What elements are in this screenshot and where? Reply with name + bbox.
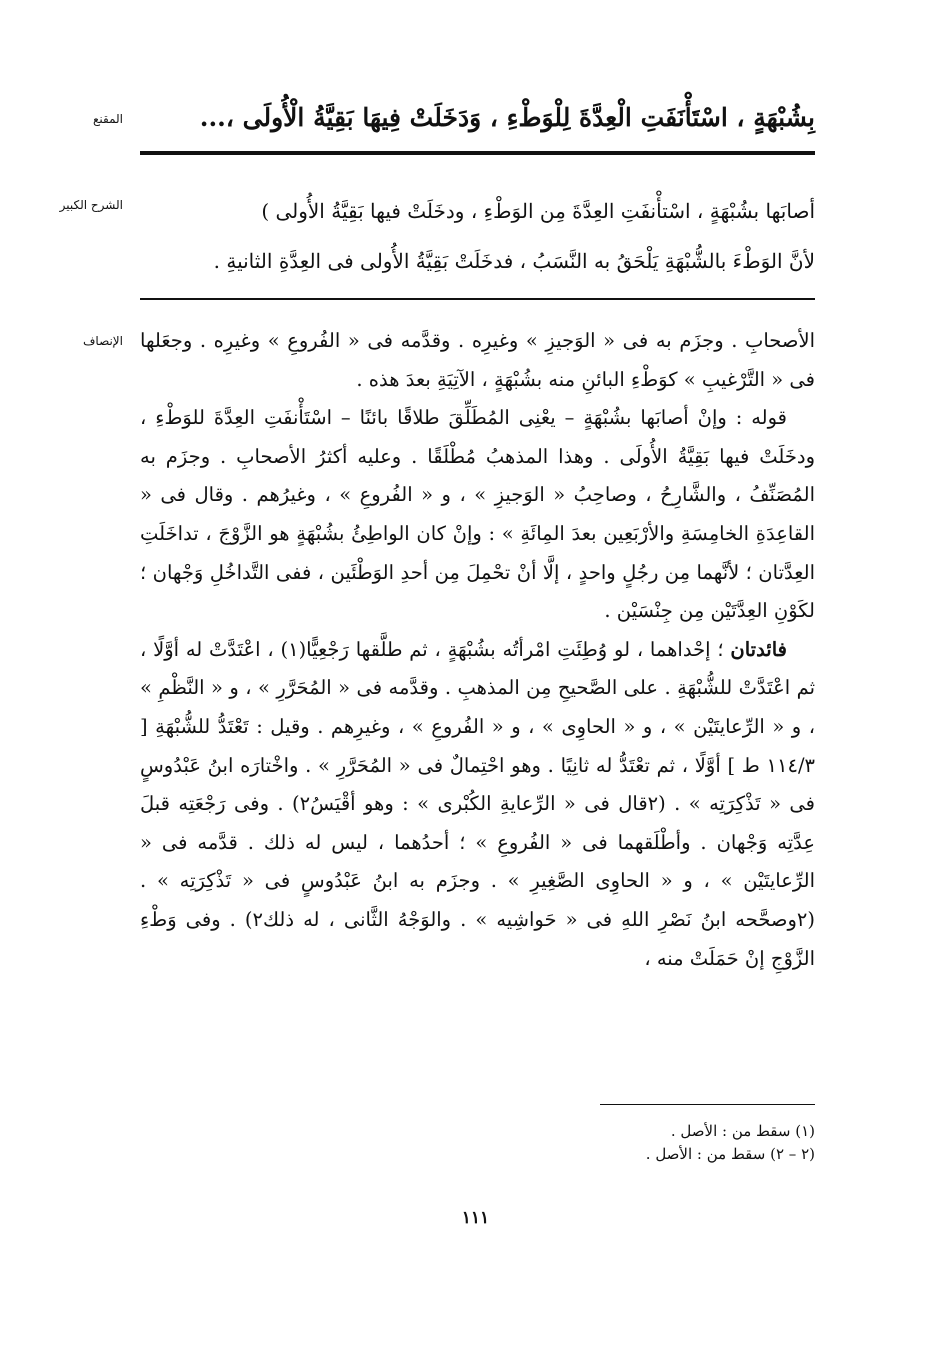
insaf-section-label: الإنصاف [82,334,123,348]
insaf-paragraph [140,322,815,399]
sharh-line: أصابَها بشُبْهَةٍ ، اسْتأْنفَتِ العِدَّةَ مِن الوَطْءِ ، ودخَلَتْ فيها بَقِيَّةُ الأُولى ) [261,199,815,223]
muqni-text: بِشُبْهَةٍ ، اسْتَأْنَفَتِ الْعِدَّةَ لِلْوَطْءِ ، وَدَخَلَتْ فِيهَا بَقِيَّةُ الْأُولَى ،... [199,103,815,132]
footnote: (٢ – ٢) سقط من : الأصل . [645,1145,815,1163]
page-number: ١١١ [461,1208,490,1228]
sharh-line: لأنَّ الوَطْءَ بالشُّبْهَةِ يَلْحَقُ به النَّسَبُ ، فدخَلَتْ بَقِيَّةُ الأُولى فى العِدَّةِ الثانيةِ . [213,249,815,273]
footnote: (١) سقط من : الأصل . [670,1122,815,1140]
insaf-paragraph [140,631,815,978]
insaf-paragraph-text: الأصحابِ . وجزَم به فى « الوَجيزِ » وغيرِه . وقدَّمه فى « الفُروعِ » وغيرِه . وجعَلها فى « التَّرْغيبِ » كوَطْءِ البائنِ منه بشُبْهَةٍ ، الآتِيَةِ بعدَ هذه . [140,329,815,391]
insaf-paragraph-text: ؛ إحْداهما ، لو وُطِئَتِ امْرأتُه بشُبْهَةٍ ، ثم طلَّقها رَجْعِيًّا(١) ، اعْتَدَّتْ له أوَّلًا ، ثم اعْتَدَّتْ للشُّبْهَةِ . على الصَّحيحِ مِن المذهبِ . وقدَّمه فى « المُحَرَّرِ » ، و « النَّظْمِ » ، و « الرِّعايتَيْن » ، و « الحاوِى » ، و « الفُروعِ » ، وغيرِهم . وقيل : تَعْتَدُّ للشُّبْهَةِ [ ١١٤/٣ ط ] أوَّلًا ، ثم تعْتَدُّ له ثانِيًا . وهو احْتِمالٌ فى « المُحَرَّرِ » . واخْتارَه ابنُ عَبْدُوسٍ فى « تَذْكِرَتِه » . (٢قال فى « الرِّعايةِ الكُبْرى » : وهو أقْيَسُ٢) . وفى رَجْعَتِه قبلَ عِدَّتِه وَجْهان . وأطْلَقهما فى « الفُروعِ » ؛ أحدُهما ، ليس له ذلك . قدَّمه فى « الرِّعايتَيْن » ، و « الحاوِى الصَّغِيرِ » . وجزَم به ابنُ عَبْدُوسٍ فى « تَذْكِرَتِه » . (٢وصحَّحه ابنُ نَصْرِ اللهِ فى « حَواشِيه » . والوَجْهُ الثَّانى ، له ذلك٢) . وفى وَطْءِ الزَّوْجِ إنْ حَمَلَتْ منه ، [140,637,815,970]
insaf-paragraph [140,399,815,631]
insaf-text [140,322,815,978]
section-divider-thick [140,151,815,155]
section-divider-thin [140,298,815,300]
sharh-section-label: الشرح الكبير [59,198,123,212]
sharh-text [140,186,815,286]
footnote-divider [600,1104,815,1105]
insaf-paragraph-text: قوله : وإنْ أصابَها بشُبْهَةٍ – يعْنِى المُطَلِّقَ طلاقًا بائنًا – اسْتَأْنفَتِ العِدَّةَ للوَطْءِ ، ودخَلَتْ فيها بَقِيَّةُ الأُولَى . وهذا المذهبُ مُطْلَقًا . وعليه أكثرُ الأصحابِ . وجزَم به المُصَنِّفُ ، والشَّارِحُ ، وصاحِبُ « الوَجيزِ » ، و « الفُروعِ » ، وغيرُهم . وقال فى « القاعِدَةِ الخامِسَةِ والأرْبَعِين بعدَ المِائَةِ » : وإنْ كان الواطِئُ بشُبْهَةٍ هو الزَّوْجَ ، تداخَلَتِ العِدَّتان ؛ لأنَّهما مِن رجُلٍ واحدٍ ، إلَّا أنْ تحْمِلَ مِن أحدِ الوَطْئَين ، ففى التَّداخُلِ وَجْهان ؛ لكَوْنِ العِدَّتَيْن مِن جِنْسَيْن . [140,406,815,623]
insaf-paragraph-lead: فائدتان [730,637,787,661]
footnotes [500,1120,815,1166]
muqni-section-label: المقنع [92,112,123,126]
